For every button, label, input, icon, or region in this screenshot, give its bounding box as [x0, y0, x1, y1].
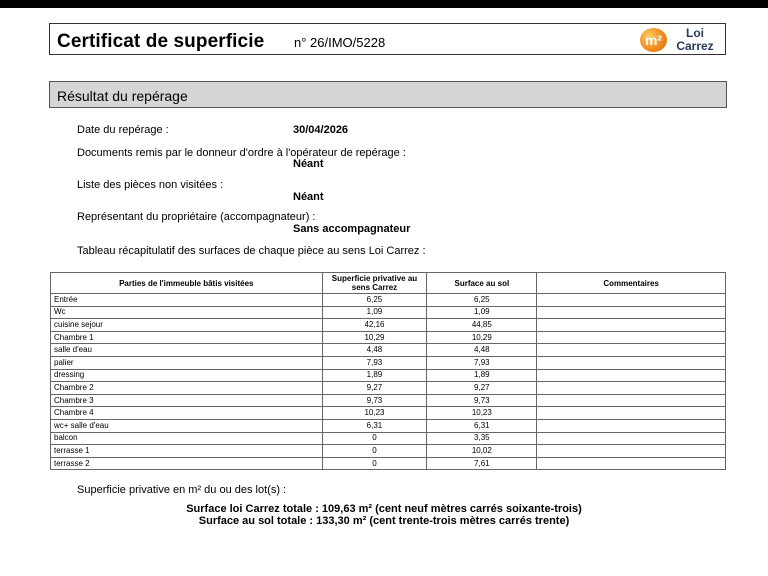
header-comments: Commentaires — [537, 273, 726, 294]
cell-floor: 6,25 — [427, 294, 537, 307]
table-row — [51, 394, 726, 407]
cell-carrez: 10,23 — [322, 407, 427, 420]
cell-comment — [537, 294, 726, 307]
top-black-bar — [0, 0, 768, 8]
table-header-row — [51, 273, 726, 294]
table-row — [51, 445, 726, 458]
logo-text — [672, 27, 718, 53]
table-row — [51, 369, 726, 382]
cell-room: Chambre 4 — [51, 407, 323, 420]
cell-floor: 7,61 — [427, 457, 537, 470]
cell-carrez: 42,16 — [322, 319, 427, 332]
cell-carrez: 6,25 — [322, 294, 427, 307]
cell-carrez: 4,48 — [322, 344, 427, 357]
representative-label: Représentant du propriétaire (accompagnateur) : — [77, 211, 316, 223]
certificate-header — [49, 23, 726, 55]
logo-line-2: Carrez — [676, 39, 714, 53]
cell-floor: 6,31 — [427, 419, 537, 432]
table-row — [51, 344, 726, 357]
date-value: 30/04/2026 — [293, 124, 349, 136]
cell-carrez: 1,09 — [322, 306, 427, 319]
table-row — [51, 319, 726, 332]
certificate-number: n° 26/IMO/5228 — [294, 35, 386, 50]
m2-logo-icon: m² — [640, 28, 667, 52]
cell-room: Wc — [51, 306, 323, 319]
section-header — [49, 81, 727, 108]
non-visited-value: Néant — [293, 191, 324, 203]
documents-value: Néant — [293, 158, 324, 170]
header-carrez: Superficie privative au sens Carrez — [322, 273, 427, 294]
surfaces-table — [50, 272, 726, 470]
cell-comment — [537, 369, 726, 382]
table-row — [51, 432, 726, 445]
cell-floor: 9,27 — [427, 382, 537, 395]
cell-comment — [537, 356, 726, 369]
table-row — [51, 294, 726, 307]
cell-comment — [537, 394, 726, 407]
cell-carrez: 1,89 — [322, 369, 427, 382]
cell-floor: 1,89 — [427, 369, 537, 382]
cell-comment — [537, 331, 726, 344]
cell-floor: 10,23 — [427, 407, 537, 420]
header-parts: Parties de l'immeuble bâtis visitées — [51, 273, 323, 294]
carrez-total: Surface loi Carrez totale : 109,63 m² (cent neuf mètres carrés soixante-trois) — [186, 503, 582, 515]
cell-room: dressing — [51, 369, 323, 382]
table-row — [51, 457, 726, 470]
cell-comment — [537, 382, 726, 395]
cell-room: terrasse 2 — [51, 457, 323, 470]
cell-carrez: 9,73 — [322, 394, 427, 407]
table-row — [51, 331, 726, 344]
cell-carrez: 6,31 — [322, 419, 427, 432]
cell-carrez: 9,27 — [322, 382, 427, 395]
cell-carrez: 10,29 — [322, 331, 427, 344]
cell-comment — [537, 407, 726, 420]
documents-label: Documents remis par le donneur d'ordre à l'opérateur de repérage : — [77, 147, 406, 159]
cell-floor: 10,29 — [427, 331, 537, 344]
cell-floor: 10,02 — [427, 445, 537, 458]
cell-room: Chambre 2 — [51, 382, 323, 395]
cell-room: Chambre 1 — [51, 331, 323, 344]
cell-room: salle d'eau — [51, 344, 323, 357]
table-intro: Tableau récapitulatif des surfaces de chaque pièce au sens Loi Carrez : — [77, 245, 426, 257]
cell-floor: 1,09 — [427, 306, 537, 319]
non-visited-label: Liste des pièces non visitées : — [77, 179, 224, 191]
cell-carrez: 7,93 — [322, 356, 427, 369]
logo-line-1: Loi — [686, 26, 704, 40]
cell-room: Chambre 3 — [51, 394, 323, 407]
cell-room: terrasse 1 — [51, 445, 323, 458]
cell-room: balcon — [51, 432, 323, 445]
cell-floor: 9,73 — [427, 394, 537, 407]
floor-total: Surface au sol totale : 133,30 m² (cent trente-trois mètres carrés trente) — [198, 515, 570, 527]
cell-comment — [537, 445, 726, 458]
summary-label: Superficie privative en m² du ou des lot(s) : — [77, 484, 287, 496]
loi-carrez-logo — [638, 27, 722, 53]
cell-room: Entrée — [51, 294, 323, 307]
cell-floor: 4,48 — [427, 344, 537, 357]
cell-room: palier — [51, 356, 323, 369]
cell-carrez: 0 — [322, 445, 427, 458]
cell-floor: 44,85 — [427, 319, 537, 332]
table-row — [51, 407, 726, 420]
cell-room: cuisine sejour — [51, 319, 323, 332]
certificate-title: Certificat de superficie — [57, 31, 265, 52]
representative-value: Sans accompagnateur — [293, 223, 411, 235]
cell-floor: 7,93 — [427, 356, 537, 369]
cell-comment — [537, 457, 726, 470]
cell-carrez: 0 — [322, 457, 427, 470]
section-title: Résultat du repérage — [57, 88, 188, 104]
table-row — [51, 306, 726, 319]
cell-comment — [537, 344, 726, 357]
header-floor: Surface au sol — [427, 273, 537, 294]
cell-comment — [537, 419, 726, 432]
cell-room: wc+ salle d'eau — [51, 419, 323, 432]
table-row — [51, 382, 726, 395]
cell-floor: 3,35 — [427, 432, 537, 445]
cell-comment — [537, 432, 726, 445]
cell-comment — [537, 319, 726, 332]
date-label: Date du repérage : — [77, 124, 169, 136]
table-row — [51, 356, 726, 369]
cell-comment — [537, 306, 726, 319]
cell-carrez: 0 — [322, 432, 427, 445]
table-row — [51, 419, 726, 432]
